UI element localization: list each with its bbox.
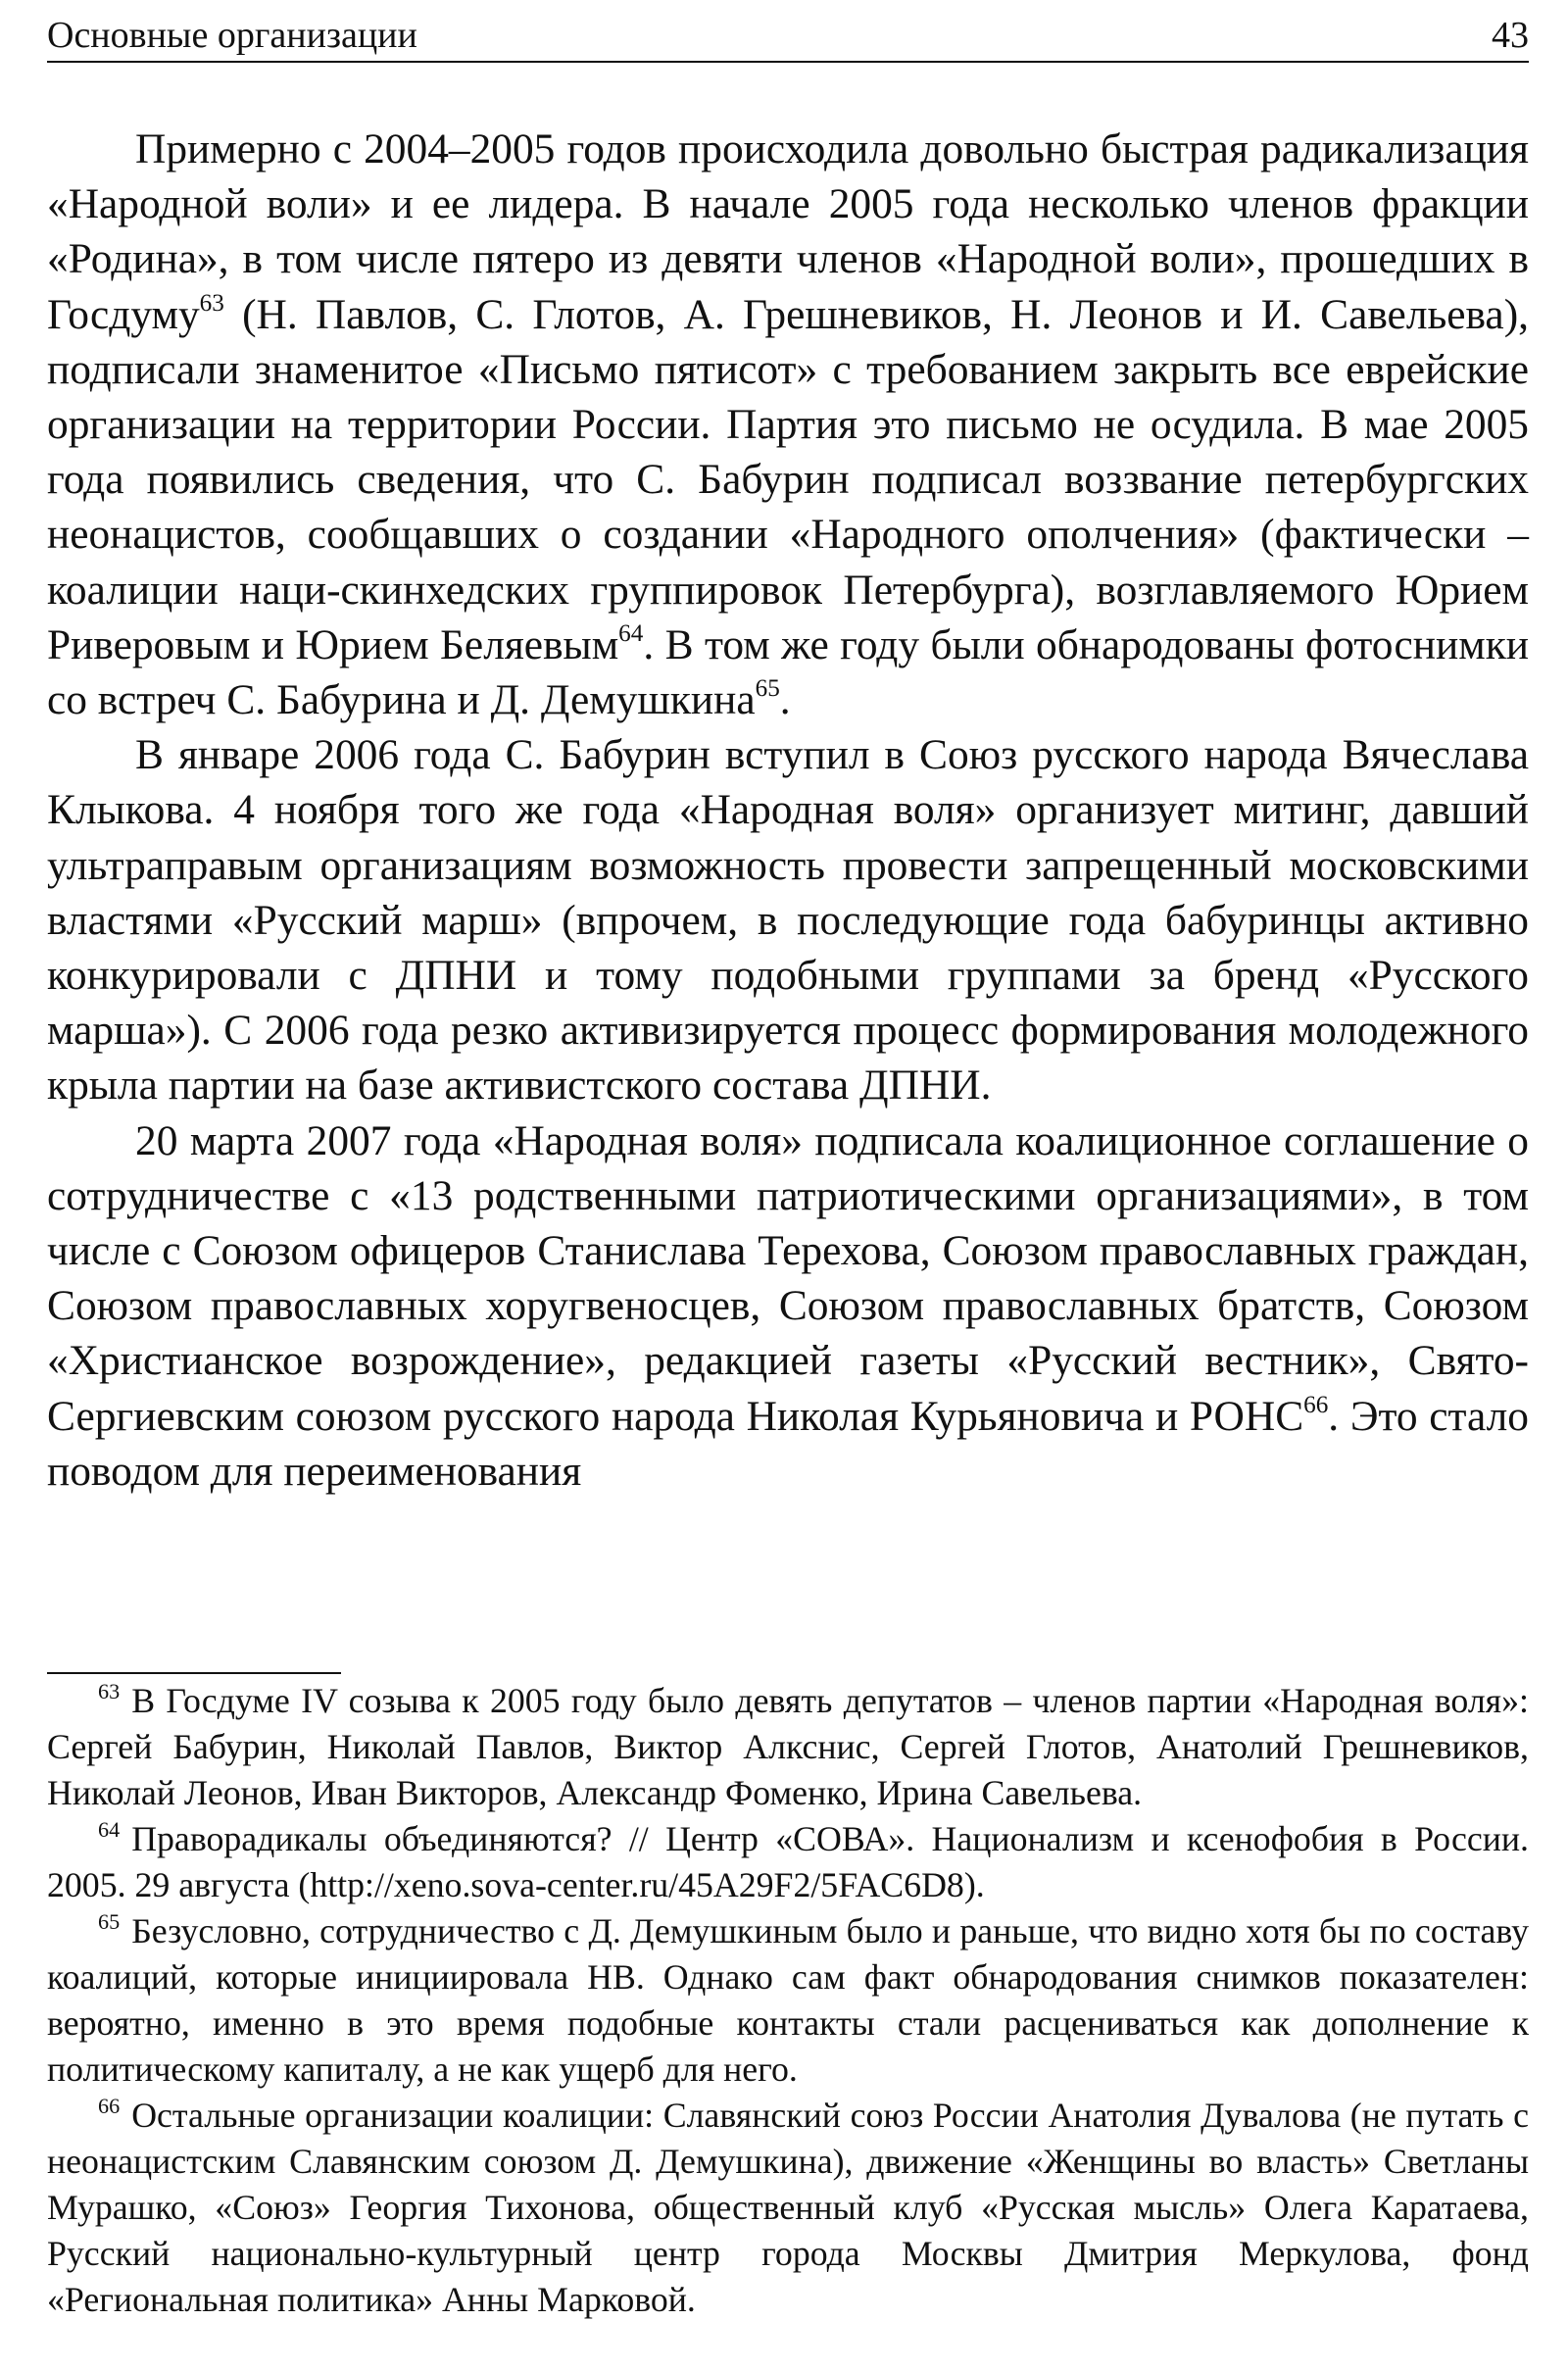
footnote-ref[interactable]: 64 bbox=[618, 619, 644, 647]
footnote-number: 65 bbox=[98, 1908, 121, 1934]
footnote-ref[interactable]: 63 bbox=[199, 289, 224, 317]
footnote-text: Безусловно, сотрудничество с Д. Демушкиным было и раньше, что видно хотя бы по составу коалиций, которые инициировала НВ. Однако сам факт обнародования снимков показателен: вероятно, именно в это время подобные контакты стали расцениваться как дополнение к политическому капиталу, а не как ущерб для него. bbox=[47, 1911, 1529, 2089]
footnote-text: В Госдуме IV созыва к 2005 году было девять депутатов – членов партии «Народная воля»: Сергей Бабурин, Николай Павлов, Виктор Алкснис, Сергей Глотов, Анатолий Грешневиков, Николай Леонов, Иван Викторов, Александр Фоменко, Ирина Савельева. bbox=[47, 1681, 1529, 1812]
footnote-number: 63 bbox=[98, 1678, 121, 1703]
footnote bbox=[47, 1908, 1529, 2093]
footnote bbox=[47, 1678, 1529, 1816]
footnotes bbox=[47, 1678, 1529, 2323]
paragraph: 20 марта 2007 года «Народная воля» подписала коалиционное соглашение о сотрудничестве с «13 родственными патриотическими организациями», в том числе с Союзом офицеров Станислава Терехова, Союзом православных граждан, Союзом православных хоругвеносцев, Союзом православных братств, Союзом «Христианское возрождение», редакцией газеты «Русский вестник», Свято-Сергиевским союзом русского народа Николая Курьяновича и РОНС$^{66}$. Это стало поводом для переименования bbox=[47, 1116, 1530, 1495]
footnote-text: Остальные организации коалиции: Славянский союз России Анатолия Дувалова (не путать с неонацистским Славянским союзом Д. Демушкина), движение «Женщины во власть» Светланы Мурашко, «Союз» Георгия Тихонова, общественный клуб «Русская мысль» Олега Каратаева, Русский национально-культурный центр города Москвы Дмитрия Меркулова, фонд «Региональная политика» Анны Марковой. bbox=[47, 2096, 1529, 2319]
paragraph: В январе 2006 года С. Бабурин вступил в Союз русского народа Вячеслава Клыкова. 4 ноября того же года «Народная воля» организует митинг, давший ультраправым организациям возможность провести запрещенный московскими властями «Русский марш» (впрочем, в последующие года бабуринцы активно конкурировали с ДПНИ и тому подобными группами за бренд «Русского марша»). С 2006 года резко активизируется процесс формирования молодежного крыла партии на базе активистского состава ДПНИ. bbox=[47, 731, 1529, 1110]
running-header bbox=[47, 6, 1529, 63]
footnote bbox=[47, 1816, 1529, 1908]
book-page bbox=[47, 0, 1529, 2370]
running-header-title: Основные организации bbox=[47, 15, 417, 56]
footnote-number: 64 bbox=[98, 1816, 121, 1842]
footnote bbox=[47, 2093, 1529, 2323]
footnote-number: 66 bbox=[98, 2093, 121, 2118]
main-text bbox=[47, 122, 1529, 1499]
footnote-ref[interactable]: 65 bbox=[755, 674, 780, 702]
page-number: 43 bbox=[1492, 15, 1529, 56]
footnote-ref[interactable]: 66 bbox=[1303, 1391, 1329, 1418]
paragraph: Примерно с 2004–2005 годов происходила довольно быстрая радикализация «Народной воли» и ее лидера. В начале 2005 года несколько членов фракции «Родина», в том числе пятеро из девяти членов «Народной воли», прошедших в Госдуму$^{63}$ (Н. Павлов, С. Глотов, А. Грешневиков, Н. Леонов и И. Савельева), подписали знаменитое «Письмо пятисот» с требованием закрыть все еврейские организации на территории России. Партия это письмо не осудила. В мае 2005 года появились сведения, что С. Бабурин подписал воззвание петербургских неонацистов, сообщавших о создании «Народного ополчения» (фактически – коалиции наци-скинхедских группировок Петербурга), возглавляемого Юрием Риверовым и Юрием Беляевым$^{64}$. В том же году были обнародованы фотоснимки со встреч С. Бабурина и Д. Демушкина$^{65}$. bbox=[47, 125, 1529, 724]
footnote-text: Праворадикалы объединяются? // Центр «СОВА». Национализм и ксенофобия в России. 2005. 29 августа (http://xeno.sova-center.ru/45A29F2/5FAC6D8). bbox=[47, 1819, 1529, 1904]
footnote-separator bbox=[47, 1672, 341, 1674]
